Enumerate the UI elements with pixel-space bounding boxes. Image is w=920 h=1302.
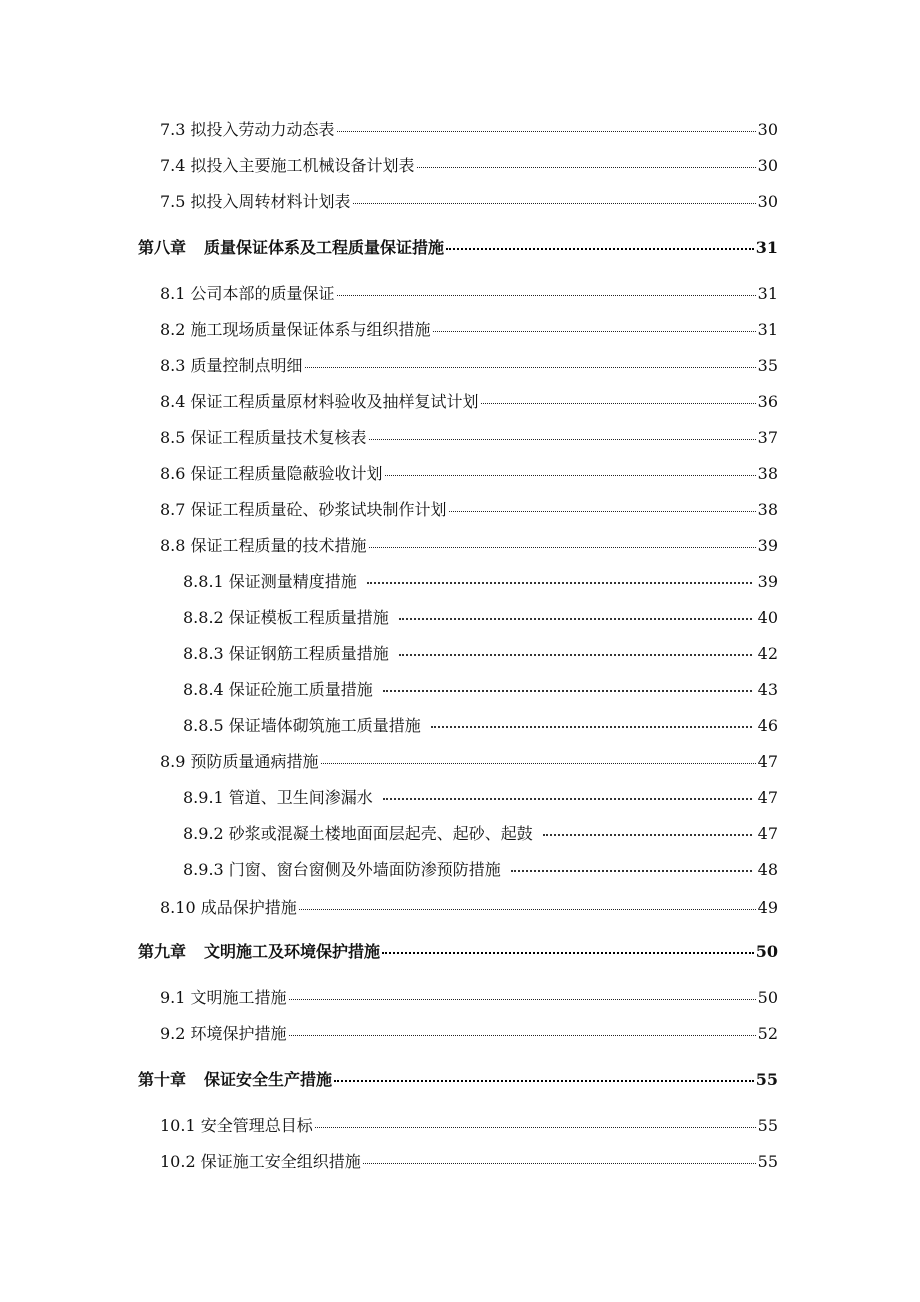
toc-leader-dots <box>289 1034 756 1036</box>
toc-leader-dots <box>299 908 756 910</box>
toc-leader-dots <box>369 438 756 440</box>
toc-entry[interactable] <box>183 644 778 664</box>
toc-entry-label: 8.5 保证工程质量技术复核表 <box>160 428 367 447</box>
toc-entry-label: 7.5 拟投入周转材料计划表 <box>160 192 351 211</box>
toc-entry[interactable] <box>160 988 778 1008</box>
toc-entry-label: 7.3 拟投入劳动力动态表 <box>160 120 335 139</box>
toc-entry[interactable] <box>183 572 778 592</box>
toc-leader-dots <box>399 653 752 656</box>
toc-entry[interactable] <box>160 320 778 340</box>
toc-entry-page: 35 <box>757 356 778 375</box>
toc-entry-page: 42 <box>757 644 778 663</box>
toc-entry-page: 47 <box>757 824 778 843</box>
toc-leader-dots <box>289 998 756 1000</box>
toc-leader-dots <box>511 869 752 872</box>
toc-entry-label: 8.4 保证工程质量原材料验收及抽样复试计划 <box>160 392 479 411</box>
toc-leader-dots <box>431 725 752 728</box>
toc-entry[interactable] <box>160 898 778 918</box>
toc-leader-dots <box>305 366 756 368</box>
toc-entry[interactable] <box>183 716 778 736</box>
toc-leader-dots <box>383 797 752 800</box>
toc-leader-dots <box>481 402 756 404</box>
toc-entry-label: 8.7 保证工程质量砼、砂浆试块制作计划 <box>160 500 447 519</box>
toc-leader-dots <box>337 130 756 132</box>
toc-entry[interactable] <box>160 1024 778 1044</box>
toc-entry-page: 50 <box>757 988 778 1007</box>
toc-entry[interactable] <box>160 1116 778 1136</box>
toc-entry-label: 8.6 保证工程质量隐蔽验收计划 <box>160 464 383 483</box>
toc-entry-label: 8.8 保证工程质量的技术措施 <box>160 536 367 555</box>
toc-leader-dots <box>337 294 756 296</box>
toc-chapter-title: 保证安全生产措施 <box>204 1070 333 1089</box>
toc-entry-page: 49 <box>757 898 778 917</box>
toc-entry-page: 48 <box>757 860 778 879</box>
toc-entry-label: 8.8.4 保证砼施工质量措施 <box>183 680 373 699</box>
toc-entry[interactable] <box>160 1152 778 1172</box>
toc-chapter-entry[interactable] <box>138 238 778 258</box>
toc-leader-dots <box>353 202 756 204</box>
toc-entry-page: 40 <box>757 608 778 627</box>
toc-entry-label: 8.1 公司本部的质量保证 <box>160 284 335 303</box>
toc-entry-label: 8.9.2 砂浆或混凝土楼地面面层起壳、起砂、起鼓 <box>183 824 533 843</box>
toc-entry-label: 8.8.1 保证测量精度措施 <box>183 572 357 591</box>
toc-entry-page: 38 <box>757 500 778 519</box>
toc-entry[interactable] <box>183 608 778 628</box>
toc-entry[interactable] <box>160 192 778 212</box>
toc-leader-dots <box>334 1079 754 1082</box>
toc-leader-dots <box>382 951 754 954</box>
toc-entry-page: 31 <box>755 238 778 257</box>
toc-entry[interactable] <box>160 536 778 556</box>
toc-entry-label: 10.1 安全管理总目标 <box>160 1116 313 1135</box>
toc-entry-label: 8.8.2 保证模板工程质量措施 <box>183 608 389 627</box>
toc-chapter-title: 质量保证体系及工程质量保证措施 <box>204 238 445 257</box>
toc-entry-page: 47 <box>757 788 778 807</box>
toc-entry-label: 8.8.3 保证钢筋工程质量措施 <box>183 644 389 663</box>
toc-chapter-number: 第十章 <box>138 1070 187 1089</box>
toc-entry-label: 8.9 预防质量通病措施 <box>160 752 319 771</box>
toc-leader-dots <box>417 166 756 168</box>
toc-entry-page: 55 <box>755 1070 778 1089</box>
toc-entry-page: 47 <box>757 752 778 771</box>
toc-entry-page: 55 <box>757 1152 778 1171</box>
toc-entry[interactable] <box>160 500 778 520</box>
toc-leader-dots <box>367 581 752 584</box>
toc-entry-label: 9.2 环境保护措施 <box>160 1024 287 1043</box>
toc-chapter-title: 文明施工及环境保护措施 <box>204 942 381 961</box>
toc-leader-dots <box>399 617 752 620</box>
toc-entry[interactable] <box>160 392 778 412</box>
toc-entry[interactable] <box>183 860 778 880</box>
toc-leader-dots <box>543 833 752 836</box>
toc-entry[interactable] <box>160 356 778 376</box>
toc-entry-page: 43 <box>757 680 778 699</box>
toc-entry-page: 31 <box>757 284 778 303</box>
toc-entry-page: 55 <box>757 1116 778 1135</box>
toc-leader-dots <box>363 1162 756 1164</box>
toc-entry[interactable] <box>160 752 778 772</box>
toc-entry-page: 31 <box>757 320 778 339</box>
toc-leader-dots <box>315 1126 756 1128</box>
toc-entry-page: 38 <box>757 464 778 483</box>
toc-entry[interactable] <box>183 680 778 700</box>
toc-entry-label: 8.2 施工现场质量保证体系与组织措施 <box>160 320 431 339</box>
toc-entry-page: 30 <box>757 156 778 175</box>
toc-entry-label: 8.9.1 管道、卫生间渗漏水 <box>183 788 373 807</box>
toc-entry-page: 46 <box>757 716 778 735</box>
toc-entry[interactable] <box>160 284 778 304</box>
toc-leader-dots <box>321 762 756 764</box>
toc-entry-label: 8.9.3 门窗、窗台窗侧及外墙面防渗预防措施 <box>183 860 501 879</box>
toc-chapter-number: 第八章 <box>138 238 187 257</box>
toc-chapter-entry[interactable] <box>138 1070 778 1090</box>
toc-entry-page: 39 <box>757 536 778 555</box>
toc-entry-label: 8.10 成品保护措施 <box>160 898 297 917</box>
toc-entry-page: 36 <box>757 392 778 411</box>
toc-entry[interactable] <box>183 824 778 844</box>
toc-entry[interactable] <box>160 428 778 448</box>
toc-entry-label: 10.2 保证施工安全组织措施 <box>160 1152 361 1171</box>
toc-leader-dots <box>385 474 756 476</box>
toc-entry-page: 52 <box>757 1024 778 1043</box>
toc-entry-page: 30 <box>757 120 778 139</box>
toc-entry-label: 8.3 质量控制点明细 <box>160 356 303 375</box>
toc-chapter-number: 第九章 <box>138 942 187 961</box>
toc-entry-label: 9.1 文明施工措施 <box>160 988 287 1007</box>
toc-entry[interactable] <box>160 120 778 140</box>
toc-leader-dots <box>383 689 752 692</box>
toc-entry[interactable] <box>160 156 778 176</box>
toc-entry[interactable] <box>160 464 778 484</box>
toc-entry-label: 8.8.5 保证墙体砌筑施工质量措施 <box>183 716 421 735</box>
toc-entry[interactable] <box>183 788 778 808</box>
toc-leader-dots <box>369 546 756 548</box>
toc-leader-dots <box>446 247 754 250</box>
toc-chapter-entry[interactable] <box>138 942 778 962</box>
toc-entry-page: 37 <box>757 428 778 447</box>
toc-entry-page: 39 <box>757 572 778 591</box>
toc-entry-page: 30 <box>757 192 778 211</box>
toc-entry-page: 50 <box>755 942 778 961</box>
toc-leader-dots <box>433 330 756 332</box>
toc-entry-label: 7.4 拟投入主要施工机械设备计划表 <box>160 156 415 175</box>
toc-leader-dots <box>449 510 756 512</box>
